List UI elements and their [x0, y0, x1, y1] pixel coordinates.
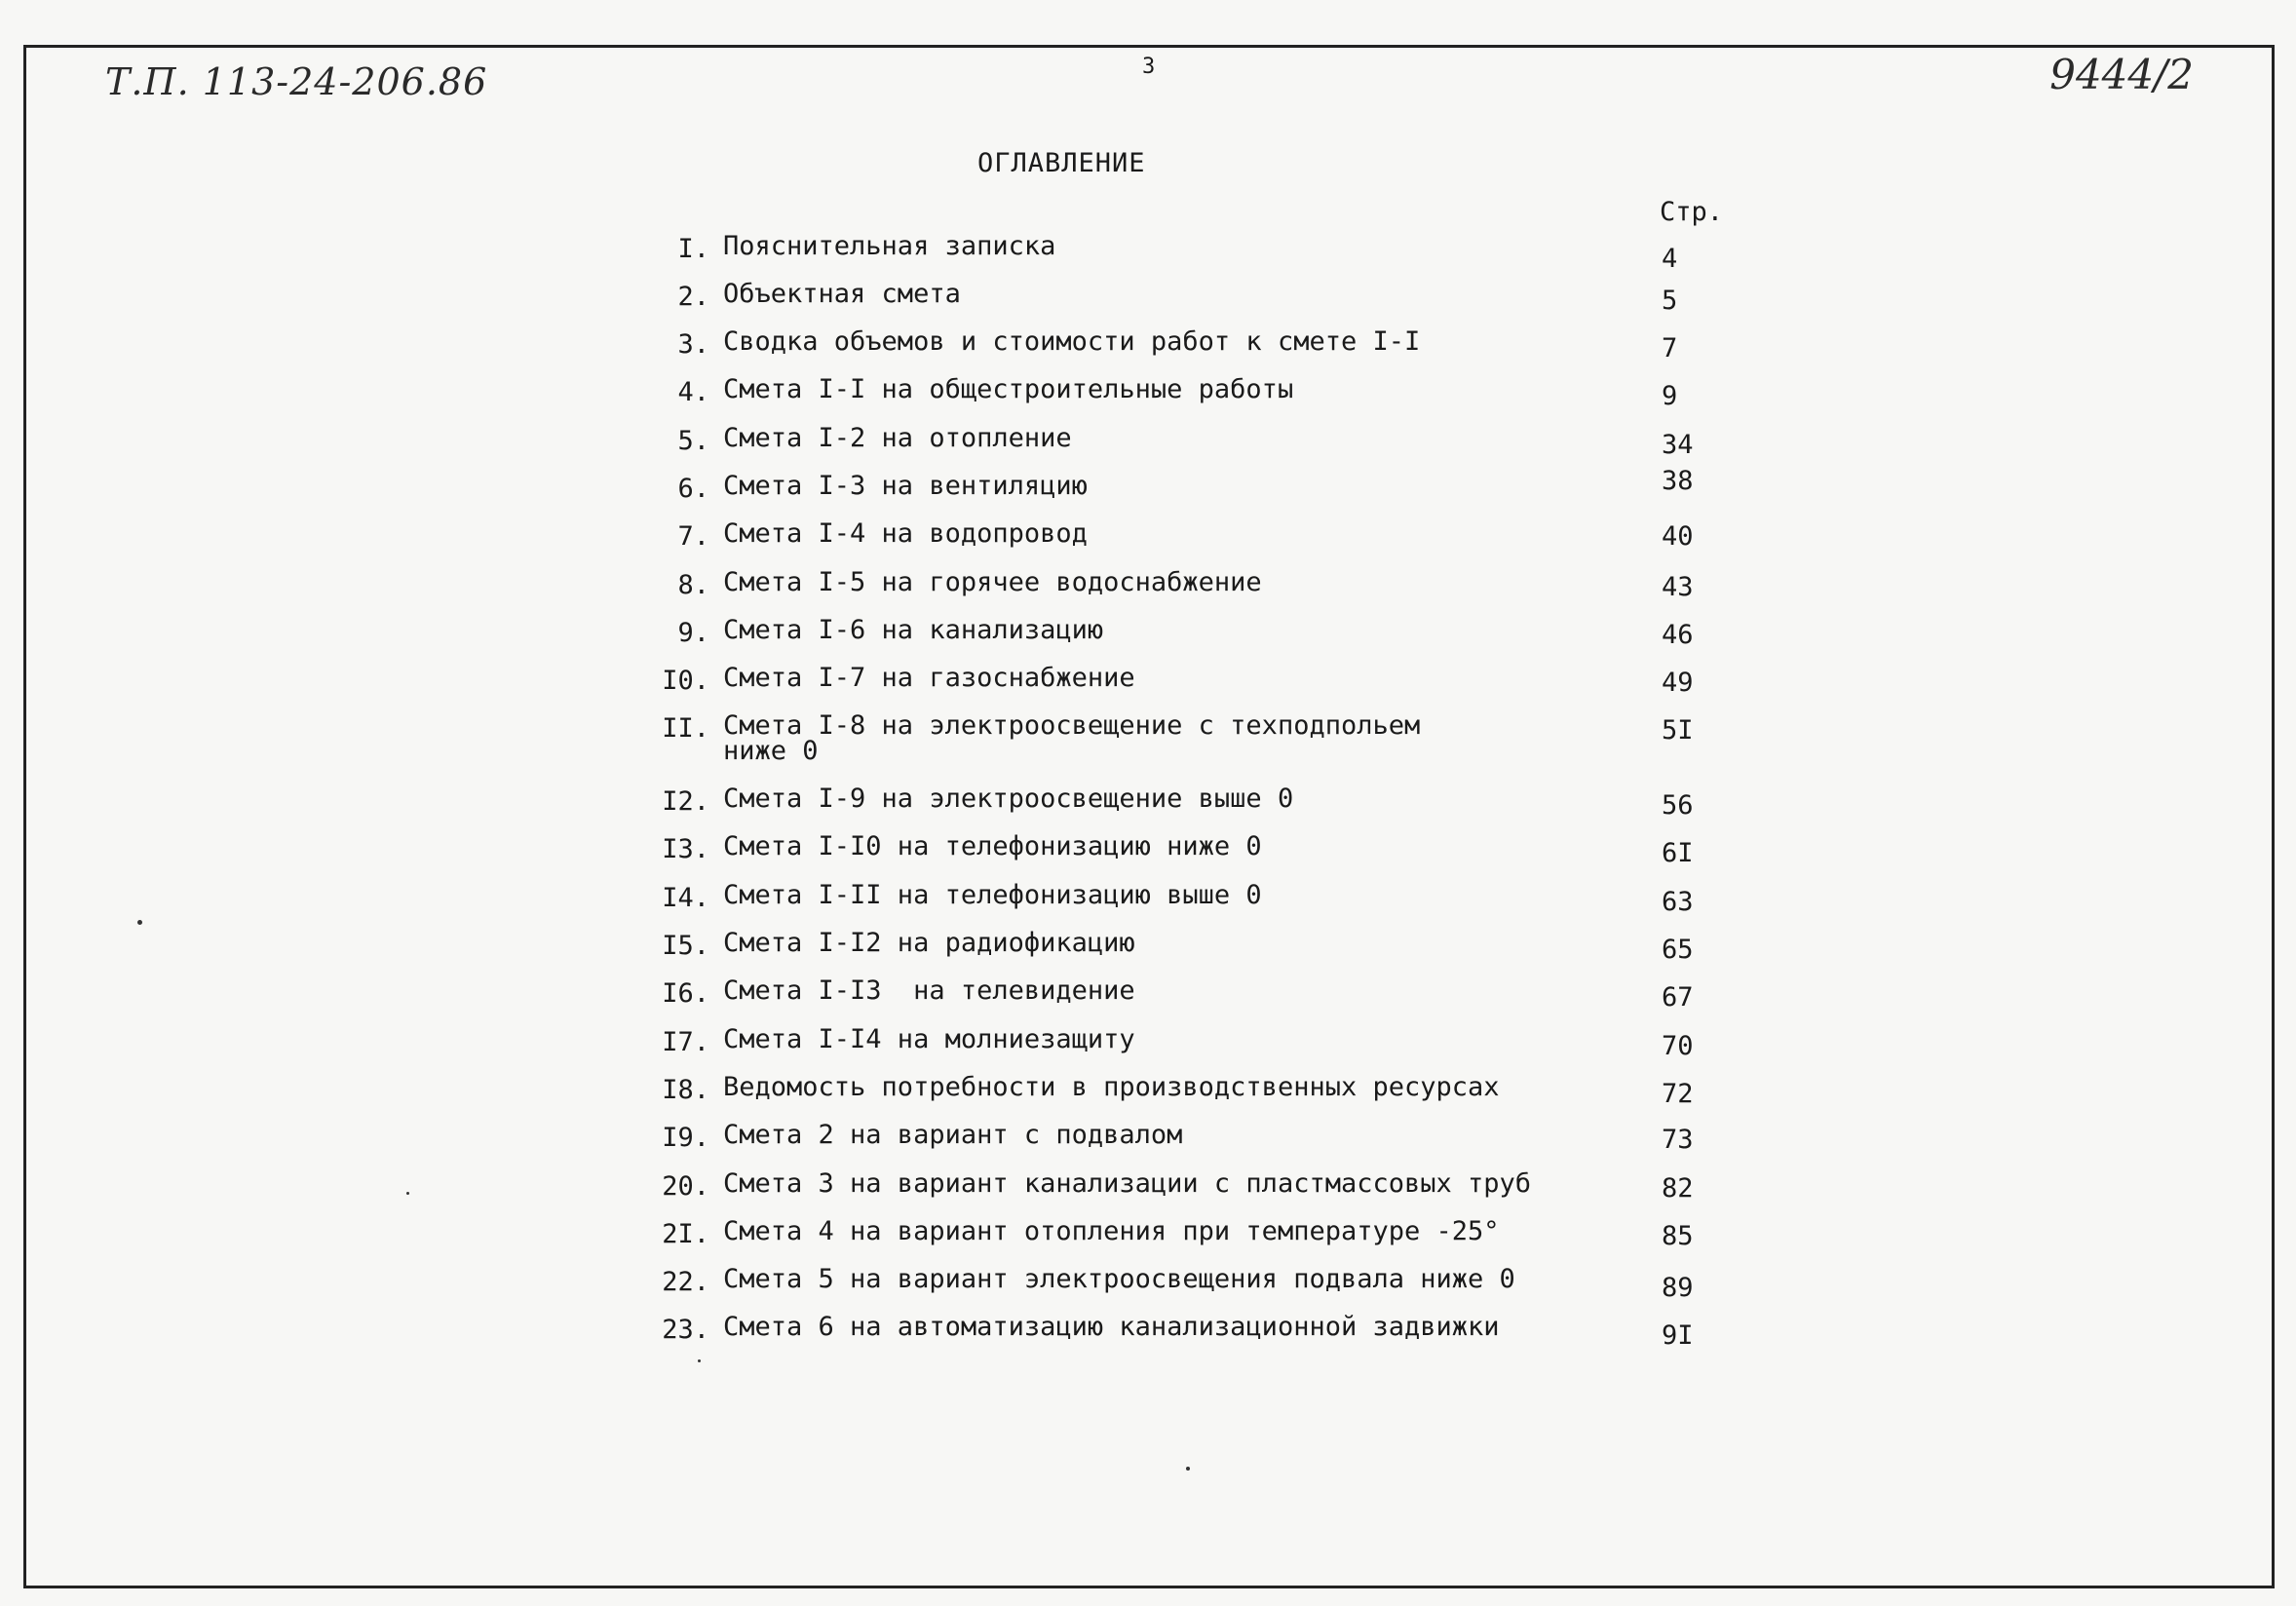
toc-row: [0, 831, 2296, 873]
toc-number: I7.: [662, 1027, 709, 1057]
archive-number: 9444/2: [2049, 51, 2194, 98]
toc-text: Смета 3 на вариант канализации с пластмассовых труб: [723, 1168, 1532, 1199]
toc-row: [0, 1264, 2296, 1306]
toc-row: [0, 1120, 2296, 1162]
toc-row: [0, 615, 2296, 657]
toc-text: Смета I-I0 на телефонизацию ниже 0: [723, 831, 1262, 861]
toc-text: Смета I-8 на электроосвещение с техподпольем ниже 0: [723, 710, 1421, 766]
toc-text: Смета 2 на вариант с подвалом: [723, 1120, 1183, 1150]
toc-page: 70: [1662, 1031, 1694, 1061]
speck-mark: [406, 1192, 409, 1195]
toc-page: 72: [1662, 1079, 1694, 1109]
toc-number: II.: [662, 713, 709, 744]
toc-row: [0, 975, 2296, 1017]
toc-number: 22.: [662, 1267, 709, 1297]
toc-number: I2.: [662, 786, 709, 817]
toc-text: Смета I-II на телефонизацию выше 0: [723, 880, 1262, 910]
toc-page: 89: [1662, 1273, 1694, 1303]
toc-page: 85: [1662, 1221, 1694, 1251]
toc-page: 65: [1662, 935, 1694, 965]
toc-number: 5.: [677, 426, 709, 456]
toc-page: 49: [1662, 668, 1694, 698]
toc-row: [0, 1312, 2296, 1354]
toc-page: 9: [1662, 381, 1678, 411]
speck-mark: [137, 920, 142, 925]
page-title: ОГЛАВЛЕНИЕ: [977, 148, 1146, 178]
toc-page: 5: [1662, 286, 1678, 316]
toc-row: [0, 663, 2296, 705]
toc-text: Смета 6 на автоматизацию канализационной задвижки: [723, 1312, 1500, 1342]
toc-page: 4: [1662, 244, 1678, 274]
toc-text: Сводка объемов и стоимости работ к смете I-I: [723, 326, 1421, 357]
toc-text: Смета I-4 на водопровод: [723, 518, 1088, 549]
toc-page: 40: [1662, 521, 1694, 552]
toc-row: [0, 279, 2296, 321]
toc-text: Смета I-7 на газоснабжение: [723, 663, 1135, 693]
toc-page: 6I: [1662, 838, 1694, 868]
toc-number: I6.: [662, 978, 709, 1009]
toc-row: [0, 928, 2296, 970]
toc-text: Смета I-I на общестроительные работы: [723, 374, 1294, 404]
toc-number: I5.: [662, 931, 709, 961]
toc-number: 2I.: [662, 1219, 709, 1249]
toc-page: 38: [1662, 466, 1694, 496]
toc-number: I3.: [662, 834, 709, 864]
toc-row: [0, 326, 2296, 368]
speck-mark: [698, 1359, 701, 1362]
toc-number: 9.: [677, 618, 709, 648]
toc-text: Объектная смета: [723, 279, 961, 309]
toc-page: 46: [1662, 620, 1694, 650]
toc-text: Смета I-9 на электроосвещение выше 0: [723, 784, 1294, 814]
toc-page: 56: [1662, 790, 1694, 821]
toc-row: [0, 231, 2296, 274]
toc-row: [0, 1216, 2296, 1258]
document-code: Т.П. 113-24-206.86: [105, 60, 488, 103]
toc-number: I4.: [662, 883, 709, 913]
toc-row: [0, 423, 2296, 465]
toc-page: 34: [1662, 430, 1694, 460]
toc-number: I8.: [662, 1075, 709, 1105]
toc-number: 7.: [677, 521, 709, 552]
toc-row: [0, 518, 2296, 560]
toc-page: 73: [1662, 1125, 1694, 1155]
toc-text: Смета 5 на вариант электроосвещения подвала ниже 0: [723, 1264, 1515, 1294]
toc-number: 3.: [677, 329, 709, 360]
toc-text: Смета 4 на вариант отопления при температуре -25°: [723, 1216, 1500, 1246]
toc-text: Смета I-5 на горячее водоснабжение: [723, 567, 1262, 597]
toc-page: 7: [1662, 333, 1678, 363]
toc-page: 82: [1662, 1173, 1694, 1204]
toc-text: Смета I-6 на канализацию: [723, 615, 1104, 645]
toc-page: 43: [1662, 572, 1694, 602]
toc-row: [0, 374, 2296, 416]
toc-text: Пояснительная записка: [723, 231, 1056, 261]
toc-row: [0, 880, 2296, 922]
toc-row: [0, 466, 2296, 513]
toc-number: 8.: [677, 570, 709, 600]
toc-row: [0, 1168, 2296, 1210]
toc-number: 23.: [662, 1315, 709, 1345]
toc-page: 67: [1662, 982, 1694, 1013]
toc-row: [0, 710, 2296, 772]
toc-row: [0, 567, 2296, 609]
toc-row: [0, 1024, 2296, 1066]
toc-page: 5I: [1662, 715, 1694, 746]
toc-number: 20.: [662, 1171, 709, 1202]
toc-text: Смета I-2 на отопление: [723, 423, 1072, 453]
toc-text: Смета I-I3 на телевидение: [723, 975, 1135, 1006]
toc-text: Смета I-I2 на радиофикацию: [723, 928, 1135, 958]
toc-row: [0, 1072, 2296, 1114]
toc-row: [0, 786, 2296, 825]
toc-number: 2.: [677, 282, 709, 312]
toc-number: I.: [677, 234, 709, 264]
toc-number: I9.: [662, 1123, 709, 1153]
toc-page: 63: [1662, 887, 1694, 917]
page-number: 3: [1142, 55, 1156, 79]
toc-number: 4.: [677, 377, 709, 407]
page-column-label: Стр.: [1660, 197, 1724, 227]
toc-text: Смета I-I4 на молниезащиту: [723, 1024, 1135, 1054]
toc-number: I0.: [662, 666, 709, 696]
toc-text: Смета I-3 на вентиляцию: [723, 471, 1088, 501]
toc-text: Ведомость потребности в производственных ресурсах: [723, 1072, 1500, 1102]
toc-page: 9I: [1662, 1320, 1694, 1351]
toc-number: 6.: [677, 474, 709, 504]
speck-mark: [1186, 1467, 1190, 1471]
